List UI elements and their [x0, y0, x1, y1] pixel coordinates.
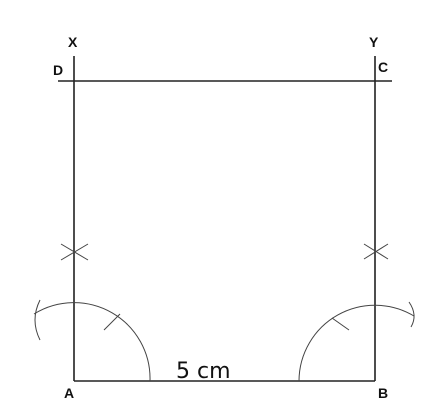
label-y: Y: [369, 34, 379, 50]
label-d: D: [53, 62, 64, 78]
label-x: X: [68, 34, 78, 50]
arc-tick-a-left: [35, 300, 40, 340]
label-c: C: [378, 59, 389, 75]
side-length-label: 5 cm: [176, 359, 231, 384]
arc-mark-b: [332, 318, 349, 330]
arc-mark-a: [104, 314, 120, 330]
label-b: B: [378, 385, 389, 401]
label-a: A: [64, 385, 75, 401]
arc-at-b: [299, 305, 414, 381]
arc-at-a: [34, 303, 150, 381]
